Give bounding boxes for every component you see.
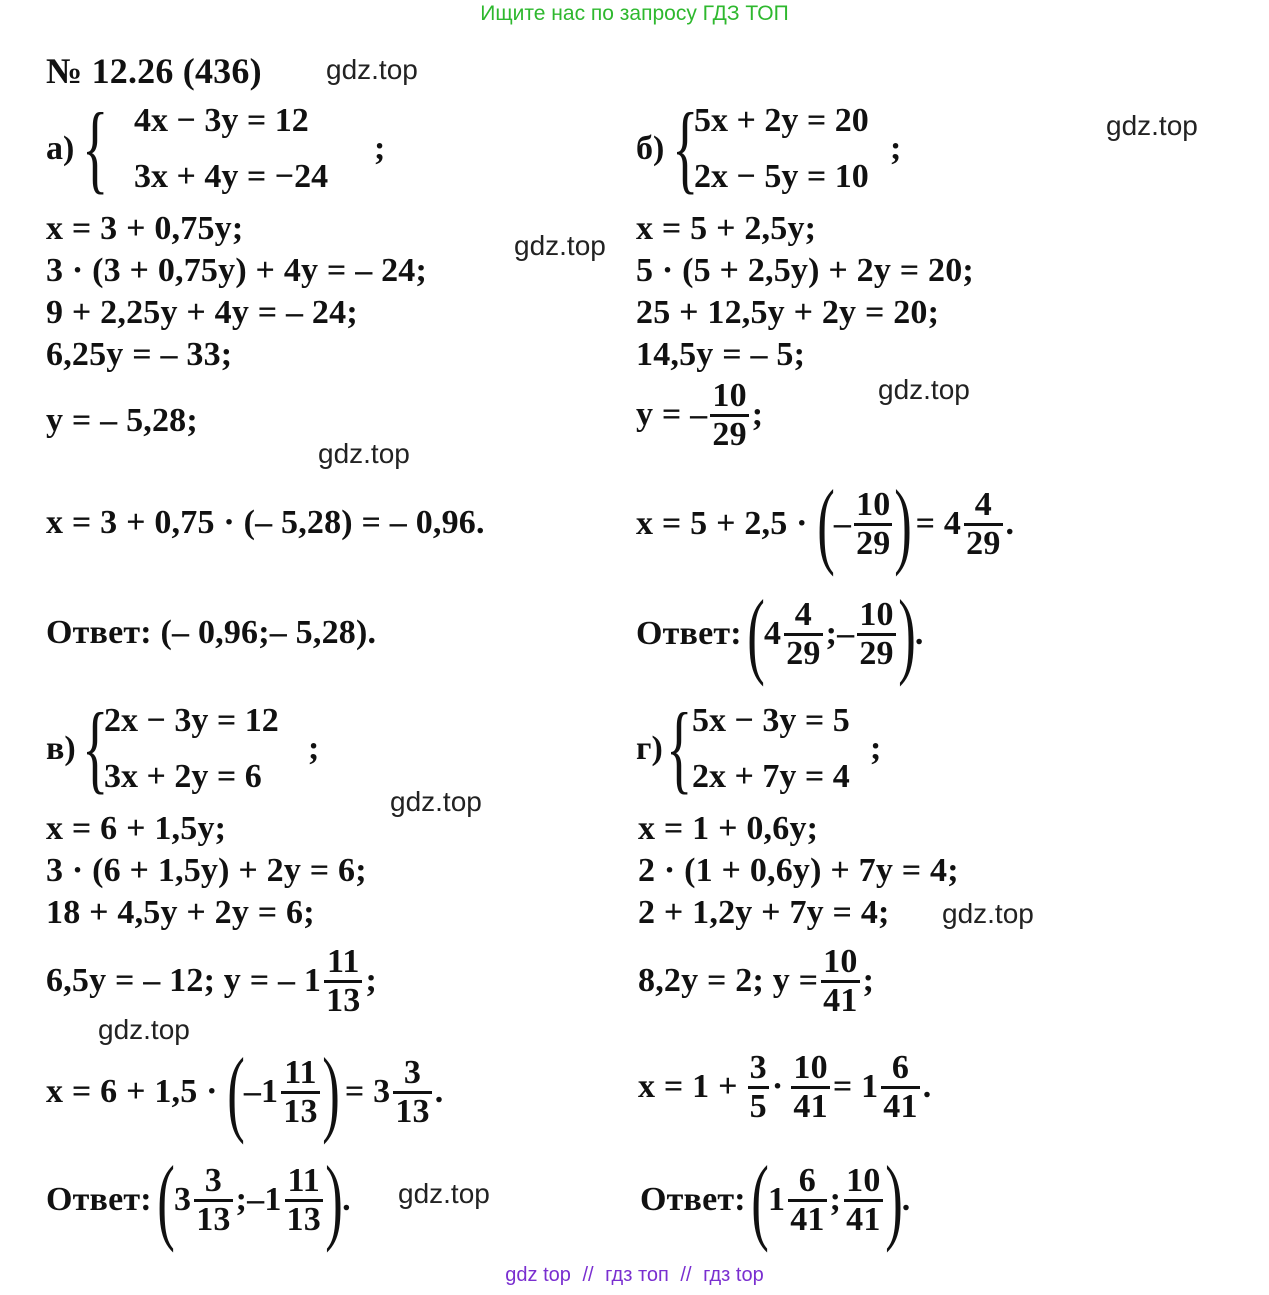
period: . — [1005, 505, 1015, 542]
brace-icon: { — [666, 692, 693, 803]
inner-sign: – — [833, 505, 852, 542]
y-result-line — [638, 944, 874, 1018]
denominator: 41 — [790, 1200, 825, 1238]
denominator: 41 — [846, 1200, 881, 1238]
numerator: 6 — [798, 1161, 816, 1199]
left-paren: ( — [226, 1038, 245, 1145]
denominator: 13 — [196, 1200, 231, 1238]
step-line: 9 + 2,25y + 4y = – 24; — [46, 294, 358, 331]
numerator: 3 — [403, 1053, 422, 1091]
semicolon: ; — [890, 130, 902, 167]
fraction — [281, 1055, 319, 1129]
y-prefix: 6,5y = – 12; y = – 1 — [46, 962, 322, 1000]
left-paren: ( — [751, 1146, 769, 1253]
denominator: 41 — [823, 981, 858, 1019]
equation-2: 2x − 5y = 10 — [694, 158, 869, 195]
answer-whole: 1 — [768, 1181, 786, 1218]
fraction — [393, 1055, 431, 1129]
footer-link-gdz-top-ru[interactable]: гдз топ — [605, 1264, 669, 1286]
numerator: 11 — [287, 1161, 321, 1199]
numerator: 3 — [204, 1161, 222, 1199]
right-paren: ) — [894, 470, 913, 577]
semicolon: ; — [308, 730, 320, 767]
denominator: 5 — [749, 1087, 767, 1125]
denominator: 41 — [883, 1087, 918, 1125]
step-line: 2 · (1 + 0,6y) + 7y = 4; — [638, 852, 959, 889]
equals-whole: = 1 — [832, 1068, 879, 1106]
numerator: 10 — [856, 485, 891, 523]
equation-1: 2x − 3y = 12 — [104, 702, 279, 739]
watermark: gdz.top — [398, 1178, 490, 1209]
equation-2: 2x + 7y = 4 — [692, 758, 850, 795]
period: . — [922, 1068, 932, 1106]
footer — [0, 1264, 1269, 1287]
footer-separator: // — [680, 1264, 692, 1286]
denominator: 29 — [786, 634, 821, 672]
watermark: gdz.top — [878, 374, 970, 405]
fraction — [844, 1163, 882, 1237]
equation-2: 3x + 2y = 6 — [104, 758, 262, 795]
semicolon: ; — [870, 730, 882, 767]
fraction — [857, 597, 895, 671]
denominator: 13 — [283, 1092, 318, 1130]
answer-line — [46, 1146, 351, 1253]
denominator: 29 — [859, 634, 894, 672]
system-a — [46, 92, 386, 203]
system-b — [636, 92, 956, 203]
period: . — [914, 615, 924, 652]
denominator: 13 — [395, 1092, 430, 1130]
watermark: gdz.top — [514, 230, 606, 261]
y-suffix: ; — [751, 396, 764, 434]
x-prefix: x = 1 + — [638, 1068, 738, 1106]
step-line: x = 3 + 0,75y; — [46, 210, 244, 247]
denominator: 29 — [966, 524, 1001, 562]
brace-icon: { — [82, 92, 109, 203]
step-line: 3 · (6 + 1,5y) + 2y = 6; — [46, 852, 367, 889]
fraction — [791, 1050, 829, 1124]
multiply-dot: · — [771, 1068, 784, 1106]
fraction — [194, 1163, 232, 1237]
x-result-line — [46, 1038, 444, 1145]
answer-line — [636, 580, 924, 687]
denominator: 41 — [793, 1087, 828, 1125]
semicolon: ; — [374, 130, 386, 167]
numerator: 10 — [859, 595, 894, 633]
part-label-g: г) — [636, 730, 663, 767]
period: . — [901, 1181, 911, 1218]
right-paren: ) — [325, 1146, 343, 1253]
step-line: 5 · (5 + 2,5y) + 2y = 20; — [636, 252, 974, 289]
right-paren: ) — [897, 580, 916, 687]
fraction — [821, 944, 859, 1018]
equation-1: 5x + 2y = 20 — [694, 102, 869, 139]
numerator: 3 — [749, 1049, 767, 1086]
part-label-v: в) — [46, 730, 76, 767]
footer-separator: // — [582, 1264, 594, 1286]
numerator: 4 — [974, 485, 992, 523]
step-line: 14,5y = – 5; — [636, 336, 806, 373]
x-prefix: x = 6 + 1,5 · — [46, 1073, 218, 1110]
problem-number: № 12.26 (436) — [46, 51, 262, 91]
equation-1: 5x − 3y = 5 — [692, 702, 850, 739]
answer-label: Ответ: — [636, 615, 742, 652]
numerator: 6 — [891, 1049, 910, 1086]
step-line: 3 · (3 + 0,75y) + 4y = – 24; — [46, 252, 428, 289]
fraction — [324, 944, 362, 1018]
fraction — [788, 1163, 826, 1237]
fraction — [748, 1050, 769, 1124]
answer-separator: ;–1 — [235, 1181, 282, 1218]
period: . — [342, 1181, 351, 1218]
denominator: 29 — [712, 415, 747, 453]
y-prefix: y = – — [636, 396, 708, 434]
denominator: 13 — [326, 981, 361, 1019]
numerator: 11 — [327, 943, 360, 980]
watermark: gdz.top — [326, 54, 418, 85]
step-line: 25 + 12,5y + 2y = 20; — [636, 294, 940, 331]
numerator: 10 — [823, 943, 858, 980]
step-line: y = – 5,28; — [46, 402, 198, 439]
watermark: gdz.top — [98, 1014, 190, 1045]
answer-label: Ответ: — [46, 1181, 152, 1218]
fraction — [710, 378, 748, 452]
x-result-line — [636, 470, 1015, 577]
left-paren: ( — [157, 1146, 175, 1253]
numerator: 4 — [794, 595, 812, 633]
equation-1: 4x − 3y = 12 — [134, 102, 309, 139]
denominator: 29 — [856, 524, 891, 562]
footer-link-gdz-top[interactable]: gdz top — [505, 1264, 571, 1286]
fraction — [854, 487, 892, 561]
answer-label: Ответ: — [640, 1181, 746, 1218]
brace-icon: { — [672, 92, 699, 203]
step-line: 6,25y = – 33; — [46, 336, 233, 373]
system-g — [636, 692, 956, 803]
numerator: 10 — [793, 1049, 828, 1086]
fraction — [784, 597, 822, 671]
step-line: x = 6 + 1,5y; — [46, 810, 227, 847]
y-suffix: ; — [365, 962, 378, 1000]
footer-link-gdz-top-mixed[interactable]: гдз top — [703, 1264, 764, 1286]
step-line: x = 5 + 2,5y; — [636, 210, 817, 247]
answer-separator: ;– — [825, 615, 855, 652]
watermark: gdz.top — [1106, 110, 1198, 141]
y-result-line — [636, 378, 763, 452]
right-paren: ) — [321, 1038, 340, 1145]
top-banner-link[interactable]: Ищите нас по запросу ГДЗ ТОП — [480, 2, 789, 25]
brace-icon: { — [82, 692, 109, 803]
system-v — [46, 692, 366, 803]
y-result-line — [46, 944, 377, 1018]
answer-whole: 4 — [764, 615, 782, 652]
numerator: 10 — [712, 377, 747, 414]
right-paren: ) — [884, 1146, 903, 1253]
y-suffix: ; — [862, 962, 875, 1000]
x-result-line: x = 3 + 0,75 · (– 5,28) = – 0,96. — [46, 504, 485, 541]
denominator: 13 — [286, 1200, 321, 1238]
period: . — [434, 1073, 444, 1110]
part-label-b: б) — [636, 130, 665, 167]
inner-whole: –1 — [243, 1073, 279, 1110]
answer-whole: 3 — [174, 1181, 192, 1218]
watermark: gdz.top — [942, 898, 1034, 929]
left-paren: ( — [816, 470, 835, 577]
left-paren: ( — [747, 580, 765, 687]
fraction — [881, 1050, 919, 1124]
equals-whole: = 3 — [344, 1073, 391, 1110]
x-result-line — [638, 1050, 931, 1124]
fraction — [285, 1163, 323, 1237]
y-prefix: 8,2y = 2; y = — [638, 962, 819, 1000]
x-prefix: x = 5 + 2,5 · — [636, 505, 808, 542]
numerator: 11 — [284, 1053, 317, 1091]
numerator: 10 — [846, 1161, 881, 1199]
answer-separator: ; — [829, 1181, 842, 1218]
watermark: gdz.top — [390, 786, 482, 817]
step-line: 18 + 4,5y + 2y = 6; — [46, 894, 315, 931]
fraction — [964, 487, 1002, 561]
watermark: gdz.top — [318, 438, 410, 469]
step-line: 2 + 1,2y + 7y = 4; — [638, 894, 890, 931]
part-label-a: а) — [46, 130, 75, 167]
answer-line — [640, 1146, 911, 1253]
equation-2: 3x + 4y = −24 — [134, 158, 329, 195]
equals-whole: = 4 — [915, 505, 962, 542]
answer-line: Ответ: (– 0,96;– 5,28). — [46, 614, 377, 651]
step-line: x = 1 + 0,6y; — [638, 810, 819, 847]
